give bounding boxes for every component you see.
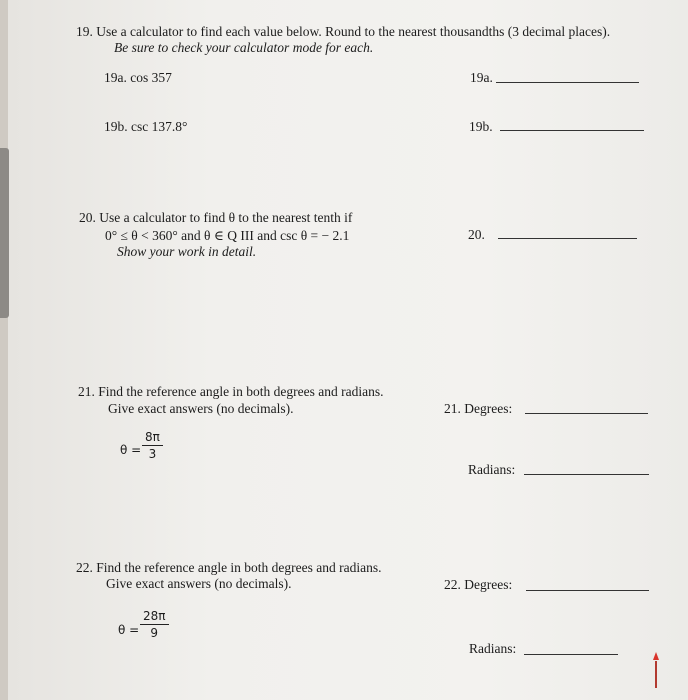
q22-degrees-label: 22. Degrees: [444,577,513,592]
q21-fraction [142,430,163,461]
q20-answer-line[interactable] [498,238,637,239]
q20-line1: 20. Use a calculator to find θ to the nearest tenth if [79,210,353,225]
q19-heading: 19. Use a calculator to find each value below. Round to the nearest thousandths (3 decimal places). [76,24,611,39]
push-pin-icon [651,650,661,690]
q20-answer-label: 20. [468,227,485,242]
q22-line2: Give exact answers (no decimals). [106,576,292,591]
q19a-prompt: 19a. cos 357 [104,70,172,85]
binder-tab [0,148,9,318]
page-edge [0,0,8,700]
q19b-prompt: 19b. csc 137.8° [104,119,188,134]
q21-theta: θ = [120,443,142,457]
q22-denominator: 9 [150,626,159,640]
q19b-answer-line[interactable] [500,130,644,131]
q19-note: Be sure to check your calculator mode for each. [114,40,374,55]
q21-degrees-label: 21. Degrees: [444,401,513,416]
q21-radians-label: Radians: [468,462,516,477]
q22-radians-label: Radians: [469,641,517,656]
q22-radians-line[interactable] [524,654,618,655]
q22-numerator: 28π [140,609,169,625]
q21-degrees-line[interactable] [525,413,648,414]
q20-note: Show your work in detail. [117,244,257,259]
q21-line1: 21. Find the reference angle in both degrees and radians. [78,384,384,399]
q19b-answer-label: 19b. [469,119,493,134]
worksheet-page [8,0,688,700]
q21-radians-line[interactable] [524,474,649,475]
q21-numerator: 8π [142,430,163,446]
q21-line2: Give exact answers (no decimals). [108,401,294,416]
q21-denominator: 3 [148,447,157,461]
q22-theta: θ = [118,623,140,637]
q22-fraction [140,609,169,640]
q22-degrees-line[interactable] [526,590,649,591]
q22-line1: 22. Find the reference angle in both degrees and radians. [76,560,382,575]
q20-line2: 0° ≤ θ < 360° and θ ∈ Q III and csc θ = − 2.1 [105,228,350,243]
q19a-answer-line[interactable] [496,82,639,83]
q19a-answer-label: 19a. [470,70,493,85]
